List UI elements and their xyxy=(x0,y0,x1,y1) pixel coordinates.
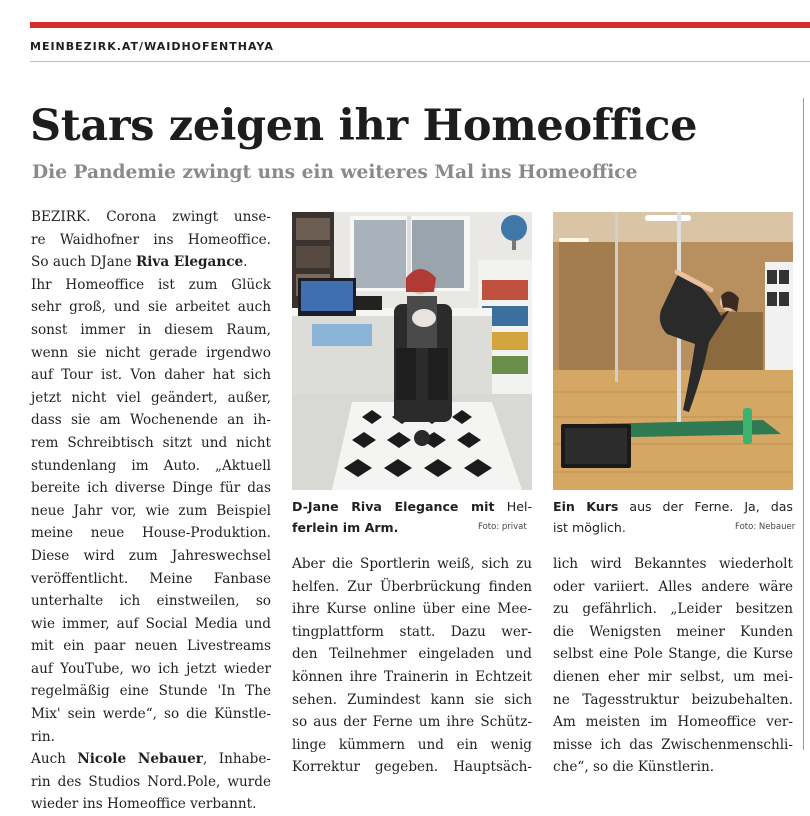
text-line: rem Schreibtisch sitzt und nicht xyxy=(31,434,271,451)
text-line xyxy=(31,251,271,274)
text-line: oder variiert. Alles andere wäre xyxy=(553,578,793,595)
text-line: sehr groß, und sie arbeitet auch xyxy=(31,299,271,316)
text-line: lich wird Bekanntes wiederholt xyxy=(553,556,793,572)
person-name-nicole: Nicole Nebauer xyxy=(77,751,203,768)
caption-bold: D-Jane Riva Elegance mit xyxy=(292,499,495,514)
text-line: so aus der Ferne um ihre Schütz- xyxy=(292,714,532,731)
text-line: Am meisten im Homeoffice ver- xyxy=(553,714,793,731)
person-name-riva: Riva Elegance xyxy=(135,254,244,271)
text-line: sonst immer in diesem Raum, xyxy=(31,321,271,338)
text-line: ihre Kurse online über eine Mee- xyxy=(292,601,532,618)
article-column-1 xyxy=(31,206,271,816)
text-line: che“, so die Künstlerin. xyxy=(553,759,715,776)
text-fragment: , Inhabe- xyxy=(202,751,272,768)
text-line: re Waidhofner ins Homeoffice. xyxy=(31,231,271,248)
column-edge-rule xyxy=(803,98,804,750)
text-line: BEZIRK. Corona zwingt unse- xyxy=(31,209,271,225)
text-line: regelmäßig eine Stunde 'In The xyxy=(31,683,271,700)
text-line: veröffentlicht. Meine Fanbase xyxy=(31,570,271,587)
caption-line xyxy=(292,496,532,517)
text-line: können ihre Trainerin in Echtzeit xyxy=(292,668,532,685)
photo-credit-1: Foto: privat xyxy=(478,522,527,532)
text-line: dass sie am Wochenende an ih- xyxy=(31,412,271,429)
text-line: rin. xyxy=(31,728,55,745)
text-line: selbst eine Pole Stange, die Kurse xyxy=(553,646,793,663)
text-line: tingplattform statt. Dazu wer- xyxy=(292,623,532,640)
text-line: dienen eher mir selbst, um mei- xyxy=(553,668,793,685)
text-line: wieder ins Homeoffice verbannt. xyxy=(31,796,257,813)
text-line: bereite ich diverse Dinge für das xyxy=(31,480,271,497)
caption-bold: ferlein im Arm. xyxy=(292,520,399,535)
article-column-2 xyxy=(292,553,532,779)
text-line: Diese wird zum Jahreswechsel xyxy=(31,547,271,564)
text-line: sehen. Zumindest kann sie sich xyxy=(292,691,532,708)
pole-studio-illustration xyxy=(553,212,793,490)
article-subtitle: Die Pandemie zwingt uns ein weiteres Mal ins Homeoffice xyxy=(32,162,638,183)
photo-credit-2: Foto: Nebauer xyxy=(735,522,796,532)
caption-line xyxy=(553,496,793,517)
caption-bold: Ein Kurs xyxy=(553,499,619,514)
text-line: rin des Studios Nord.Pole, wurde xyxy=(31,773,271,790)
text-line: Mix' sein werde“, so die Künstle- xyxy=(31,706,271,723)
text-line: auf Tour ist. Von daher hat sich xyxy=(31,367,271,384)
text-line: neue Jahr vor, wie zum Beispiel xyxy=(31,502,271,519)
text-line: jetzt nicht viel geändert, außer, xyxy=(31,389,271,406)
text-line xyxy=(31,748,271,771)
text-line: die Wenigsten meiner Kunden xyxy=(553,623,793,640)
photo-home-office xyxy=(292,212,532,490)
home-office-illustration xyxy=(292,212,532,490)
header-divider xyxy=(30,61,810,62)
caption-text: aus der Ferne. Ja, das xyxy=(618,499,793,514)
text-line: auf YouTube, wo ich jetzt wieder xyxy=(31,660,271,677)
text-line: helfen. Zur Überbrückung finden xyxy=(292,578,532,595)
text-line: wie immer, auf Social Media und xyxy=(31,615,271,632)
text-fragment: So auch DJane xyxy=(31,254,136,271)
text-line: Korrektur gegeben. Hauptsäch- xyxy=(292,759,532,776)
text-line: zu gefährlich. „Leider besitzen xyxy=(553,601,793,618)
article-headline: Stars zeigen ihr Homeoffice xyxy=(30,101,698,151)
text-line: Aber die Sportlerin weiß, sich zu xyxy=(292,556,532,572)
text-line: unterhalte ich einstweilen, so xyxy=(31,593,271,610)
text-line: ne Tagesstruktur beizubehalten. xyxy=(553,691,793,708)
caption-text: Hel- xyxy=(494,499,533,514)
text-line: misse ich das Zwischenmenschli- xyxy=(553,736,793,753)
text-line: linge kümmern und ein wenig xyxy=(292,736,532,753)
text-line: den Teilnehmer eingeladen und xyxy=(292,646,532,663)
text-line: stundenlang im Auto. „Aktuell xyxy=(31,457,271,474)
text-line: mit ein paar neuen Livestreams xyxy=(31,638,271,655)
site-label[interactable]: MEINBEZIRK.AT/WAIDHOFENTHAYA xyxy=(30,40,274,53)
text-fragment: . xyxy=(243,254,248,271)
article-column-3 xyxy=(553,553,793,779)
caption-text: ist möglich. xyxy=(553,520,626,535)
top-accent-bar xyxy=(30,22,810,28)
text-line: wenn sie nicht gerade irgendwo xyxy=(31,344,271,361)
photo-pole-studio xyxy=(553,212,793,490)
text-line: meine neue House-Produktion. xyxy=(31,525,271,542)
text-fragment: Auch xyxy=(31,751,78,768)
text-line: Ihr Homeoffice ist zum Glück xyxy=(31,276,271,293)
